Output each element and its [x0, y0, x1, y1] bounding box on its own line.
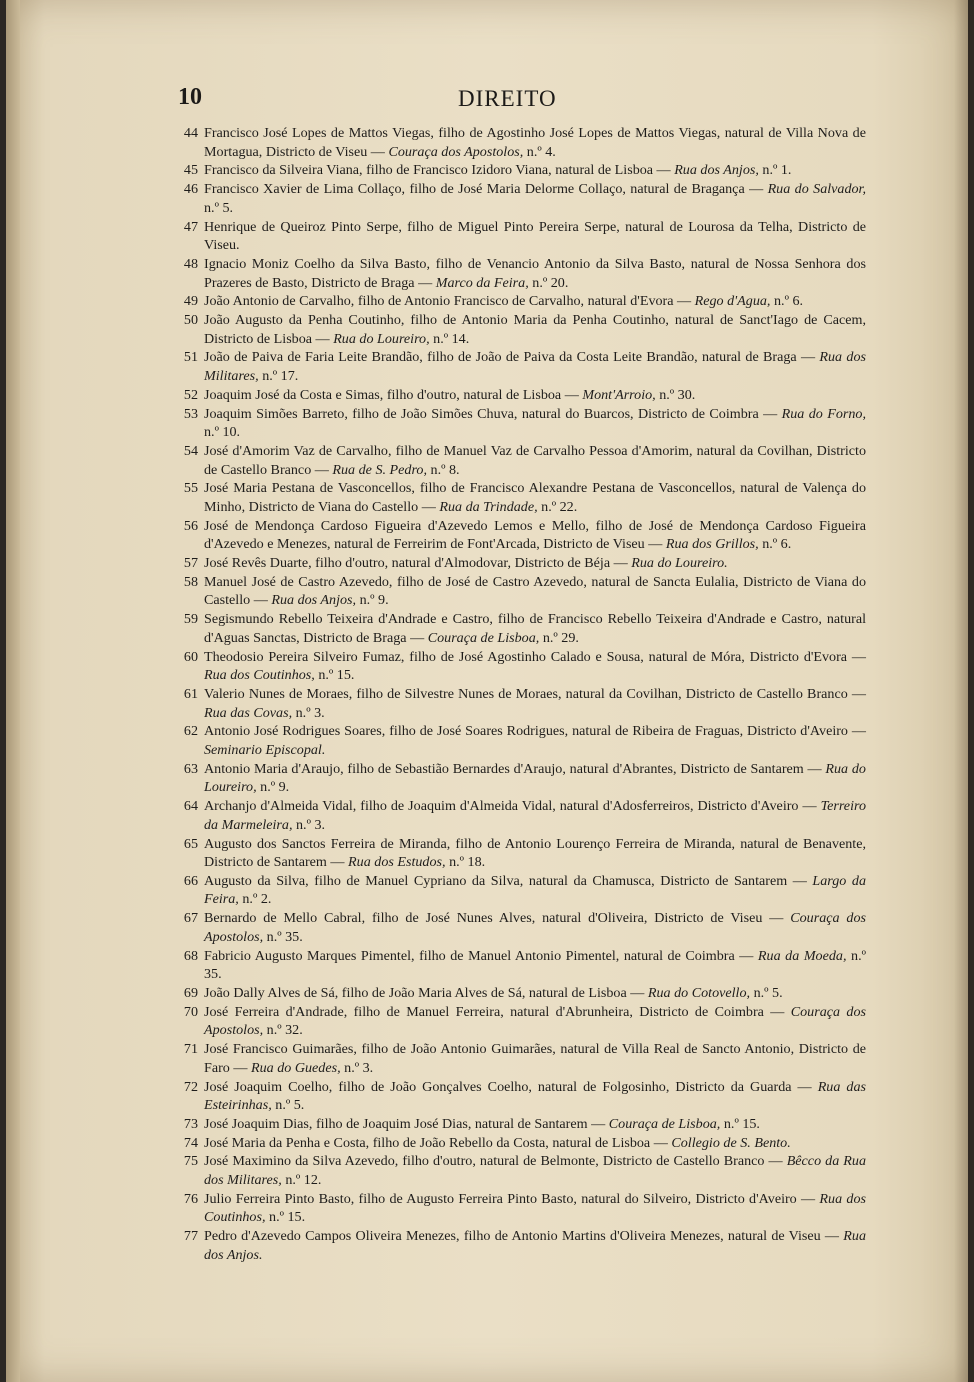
- entry-text: Theodosio Pereira Silveiro Fumaz, filho de José Agostinho Calado e Sousa, natural de Móra, Districto d'Evora —: [204, 648, 866, 665]
- entry-address: Rua do Forno,: [781, 405, 866, 422]
- entry-house-number: n.º 14.: [433, 330, 470, 347]
- entry-address: Marco da Feira,: [435, 274, 529, 291]
- entry-text: João Antonio de Carvalho, filho de Antonio Francisco de Carvalho, natural d'Evora —: [204, 293, 692, 310]
- entry-address: Couraça dos Apostolos,: [204, 1003, 866, 1039]
- entry-text: João de Paiva de Faria Leite Brandão, filho de João de Paiva da Costa Leite Brandão, natural de Braga —: [204, 349, 816, 366]
- entry-address: Mont'Arroio,: [582, 386, 656, 403]
- entry-house-number: n.º 4.: [526, 143, 556, 160]
- list-item: [174, 218, 866, 255]
- entry-text: Augusto da Silva, filho de Manuel Cypriano da Silva, natural da Chamusca, Districto de Santarem —: [204, 872, 807, 889]
- list-item: [174, 760, 866, 797]
- entry-text: Julio Ferreira Pinto Basto, filho de Augusto Ferreira Pinto Basto, natural do Silveiro, Districto d'Aveiro —: [204, 1190, 816, 1207]
- entry-address: Largo da Feira,: [204, 872, 866, 908]
- entry-text: Antonio José Rodrigues Soares, filho de José Soares Rodrigues, natural de Ribeira de Fraguas, Districto d'Aveiro —: [204, 723, 866, 740]
- entry-address: Bêcco da Rua dos Militares,: [204, 1153, 867, 1189]
- entry-text: José Joaquim Coelho, filho de João Gonçalves Coelho, natural de Folgosinho, Districto da Guarda —: [204, 1078, 812, 1095]
- entry-house-number: n.º 5.: [753, 985, 783, 1001]
- entry-address: Rua do Cotovello,: [647, 985, 751, 1001]
- entry-address: Terreiro da Marmeleira,: [204, 798, 866, 833]
- entry-house-number: n.º 15.: [318, 667, 355, 684]
- entry-number: 71: [183, 1041, 198, 1058]
- entry-address: Rua do Loureiro.: [631, 555, 728, 572]
- page-number: 10: [178, 84, 202, 110]
- list-item: [174, 311, 866, 348]
- entry-house-number: n.º 3.: [344, 1059, 374, 1076]
- list-item: [174, 517, 866, 554]
- running-title: DIREITO: [458, 86, 557, 111]
- entry-number: 68: [183, 947, 198, 964]
- entry-house-number: n.º 3.: [296, 816, 326, 833]
- list-item: [174, 161, 866, 180]
- entry-house-number: n.º 10.: [204, 424, 241, 441]
- list-item: [174, 722, 866, 759]
- entry-address: Rua dos Coutinhos,: [204, 667, 315, 684]
- entry-address: Rua dos Estudos,: [348, 854, 446, 871]
- entry-address: Rua das Covas,: [204, 704, 293, 721]
- entry-text: José de Mendonça Cardoso Figueira d'Azevedo Lemos e Mello, filho de José de Mendonça Cardoso Figueira d'Azevedo e Menezes, natural de Ferreirim de Font'Arcada, Districto de Viseu —: [204, 517, 866, 553]
- list-item: [174, 610, 866, 647]
- page-shadow: [954, 0, 974, 1382]
- list-item: [174, 255, 866, 292]
- entry-text: João Augusto da Penha Coutinho, filho de Antonio Maria da Penha Coutinho, natural de Sanct'Iago de Cacem, Districto de Lisboa —: [204, 312, 866, 347]
- list-item: [174, 1190, 866, 1227]
- entry-house-number: n.º 1.: [762, 162, 792, 179]
- entry-house-number: n.º 2.: [242, 891, 272, 908]
- entry-address: Rua dos Anjos,: [271, 592, 357, 609]
- list-item: [174, 797, 866, 834]
- entry-number: 46: [183, 181, 198, 198]
- entry-address: Rua das Esteirinhas,: [204, 1078, 866, 1114]
- list-item: [174, 1152, 866, 1189]
- entry-house-number: n.º 17.: [262, 368, 299, 385]
- entry-number: 67: [183, 910, 198, 927]
- entry-number: 58: [183, 573, 198, 590]
- entry-number: 59: [183, 611, 198, 628]
- entry-house-number: n.º 30.: [659, 386, 696, 403]
- list-item: [174, 1134, 866, 1153]
- list-item: [174, 442, 866, 479]
- list-item: [174, 348, 866, 385]
- entry-address: Rua da Moeda,: [757, 947, 847, 964]
- entry-number: 48: [183, 255, 198, 272]
- entry-address: Rua do Loureiro,: [204, 760, 866, 796]
- entry-house-number: n.º 35.: [204, 947, 866, 983]
- entry-house-number: n.º 9.: [260, 779, 290, 796]
- entry-address: Rua do Guedes,: [250, 1059, 341, 1076]
- entry-text: José Maximino da Silva Azevedo, filho d'outro, natural de Belmonte, Districto de Castello Branco —: [204, 1153, 783, 1170]
- entry-number: 44: [183, 125, 198, 141]
- list-item: [174, 1040, 866, 1077]
- entry-house-number: n.º 32.: [266, 1022, 303, 1039]
- entry-text: Henrique de Queiroz Pinto Serpe, filho de Miguel Pinto Pereira Serpe, natural de Lourosa da Telha, Districto de Viseu.: [204, 218, 866, 254]
- entry-text: Augusto dos Sanctos Ferreira de Miranda, filho de Antonio Lourenço Ferreira de Miranda, natural de Benavente, Districto de Santarem —: [204, 835, 866, 871]
- list-item: [174, 872, 866, 909]
- entry-number: 76: [183, 1190, 198, 1207]
- entry-number: 69: [183, 985, 198, 1001]
- entry-address: Rua da Trindade,: [439, 498, 538, 515]
- entry-text: Francisco da Silveira Viana, filho de Francisco Izidoro Viana, natural de Lisboa —: [204, 162, 671, 179]
- entry-house-number: n.º 18.: [449, 854, 486, 871]
- entry-address: Rua de S. Pedro,: [332, 461, 427, 478]
- entry-number: 45: [183, 162, 198, 179]
- entry-house-number: n.º 12.: [285, 1172, 322, 1189]
- list-item: [174, 180, 866, 217]
- list-item: [174, 554, 866, 573]
- entry-text: Francisco Xavier de Lima Collaço, filho de José Maria Delorme Collaço, natural de Bragança —: [204, 181, 764, 198]
- entry-number: 62: [183, 723, 198, 740]
- list-item: [174, 1115, 866, 1134]
- entry-number: 56: [183, 517, 198, 534]
- student-list: [174, 124, 866, 1265]
- entry-number: 50: [183, 312, 198, 329]
- entry-address: Rego d'Agua,: [694, 293, 771, 310]
- entry-number: 66: [183, 872, 198, 889]
- entry-address: Couraça dos Apostolos,: [204, 910, 866, 945]
- entry-text: José Ferreira d'Andrade, filho de Manuel Ferreira, natural d'Abrunheira, Districto de Coimbra —: [204, 1003, 785, 1020]
- list-item: [174, 386, 866, 405]
- list-item: [174, 835, 866, 872]
- list-item: [174, 947, 866, 984]
- entry-address: Rua dos Grillos,: [665, 536, 759, 553]
- entry-number: 52: [183, 386, 198, 403]
- entry-house-number: n.º 5.: [275, 1097, 305, 1114]
- entry-number: 55: [183, 480, 198, 497]
- entry-text: José Maria Pestana de Vasconcellos, filho de Francisco Alexandre Pestana de Vasconcellos, natural de Valença do Minho, Districto de Viana do Castello —: [204, 480, 866, 515]
- entry-number: 73: [183, 1115, 198, 1132]
- entry-text: Segismundo Rebello Teixeira d'Andrade e Castro, filho de Francisco Rebello Teixeira d'Andrade e Castro, natural d'Aguas Sanctas, Districto de Braga —: [204, 611, 866, 646]
- entry-number: 70: [183, 1003, 198, 1020]
- entry-text: Joaquim José da Costa e Simas, filho d'outro, natural de Lisboa —: [204, 386, 579, 403]
- list-item: [174, 573, 866, 610]
- list-item: [174, 685, 866, 722]
- entry-house-number: n.º 15.: [723, 1115, 760, 1132]
- entry-house-number: n.º 20.: [532, 274, 569, 291]
- entry-text: Antonio Maria d'Araujo, filho de Sebastião Bernardes d'Araujo, natural d'Abrantes, Districto de Santarem —: [204, 760, 822, 777]
- list-item: [174, 405, 866, 442]
- entry-number: 60: [183, 648, 198, 665]
- entry-number: 63: [183, 760, 198, 777]
- entry-house-number: n.º 6.: [762, 536, 792, 553]
- entry-house-number: n.º 8.: [430, 461, 460, 478]
- entry-number: 61: [183, 686, 198, 702]
- entry-house-number: n.º 9.: [359, 592, 389, 609]
- entry-house-number: n.º 15.: [269, 1209, 306, 1226]
- list-item: [174, 984, 866, 1003]
- entry-text: Ignacio Moniz Coelho da Silva Basto, filho de Venancio Antonio da Silva Basto, natural de Nossa Senhora dos Prazeres de Basto, Districto de Braga —: [204, 255, 866, 291]
- book-page: [6, 0, 968, 1382]
- entry-house-number: n.º 3.: [295, 704, 325, 721]
- entry-address: Rua dos Coutinhos,: [204, 1190, 866, 1226]
- page-header: [178, 84, 864, 118]
- list-item: [174, 1003, 866, 1040]
- list-item: [174, 1227, 866, 1264]
- entry-text: José Revês Duarte, filho d'outro, natural d'Almodovar, Districto de Béja —: [204, 555, 628, 572]
- entry-text: Francisco José Lopes de Mattos Viegas, filho de Agostinho José Lopes de Mattos Viegas, natural de Villa Nova de Mortagua, Districto de Viseu —: [204, 125, 866, 160]
- list-item: [174, 1078, 866, 1115]
- entry-address: Rua dos Anjos.: [204, 1228, 866, 1263]
- entry-text: José Joaquim Dias, filho de Joaquim José Dias, natural de Santarem —: [204, 1115, 606, 1132]
- entry-address: Rua dos Militares,: [204, 349, 867, 385]
- entry-number: 74: [183, 1134, 198, 1151]
- entry-text: José Maria da Penha e Costa, filho de João Rebello da Costa, natural de Lisboa —: [204, 1134, 668, 1151]
- entry-number: 65: [183, 835, 198, 852]
- entry-number: 49: [183, 293, 198, 310]
- entry-text: Archanjo d'Almeida Vidal, filho de Joaquim d'Almeida Vidal, natural d'Adosferreiros, Districto d'Aveiro —: [204, 798, 817, 815]
- entry-number: 64: [183, 798, 198, 815]
- list-item: [174, 909, 866, 946]
- entry-address: Couraça de Lisboa,: [427, 629, 540, 646]
- entry-house-number: n.º 29.: [542, 629, 579, 646]
- entry-text: Bernardo de Mello Cabral, filho de José Nunes Alves, natural d'Oliveira, Districto de Viseu —: [204, 910, 784, 927]
- entry-text: Valerio Nunes de Moraes, filho de Silvestre Nunes de Moraes, natural da Covilhan, Districto de Castello Branco —: [204, 686, 866, 702]
- entry-text: Manuel José de Castro Azevedo, filho de José de Castro Azevedo, natural de Sancta Eulalia, Districto de Viana do Castello —: [204, 573, 866, 609]
- entry-text: José d'Amorim Vaz de Carvalho, filho de Manuel Vaz de Carvalho Pessoa d'Amorim, natural da Covilhan, Districto de Castello Branco —: [204, 442, 866, 478]
- entry-number: 47: [183, 218, 198, 235]
- entry-address: Collegio de S. Bento.: [671, 1134, 791, 1151]
- entry-number: 72: [183, 1078, 198, 1095]
- entry-number: 57: [183, 555, 198, 572]
- entry-number: 77: [183, 1228, 198, 1245]
- entry-address: Rua do Loureiro,: [333, 330, 430, 347]
- entry-number: 75: [183, 1153, 198, 1170]
- list-item: [174, 648, 866, 685]
- entry-number: 51: [183, 349, 198, 366]
- entry-address: Seminario Episcopal.: [204, 741, 326, 758]
- entry-text: Joaquim Simões Barreto, filho de João Simões Chuva, natural do Buarcos, Districto de Coimbra —: [204, 405, 778, 422]
- entry-address: Couraça dos Apostolos,: [388, 143, 524, 160]
- list-item: [174, 124, 866, 161]
- list-item: [174, 479, 866, 516]
- entry-number: 54: [183, 442, 198, 459]
- entry-address: Rua dos Anjos,: [674, 162, 759, 179]
- entry-text: Pedro d'Azevedo Campos Oliveira Menezes, filho de Antonio Martins d'Oliveira Menezes, natural de Viseu —: [204, 1228, 840, 1245]
- entry-address: Rua do Salvador,: [767, 181, 866, 198]
- entry-text: Fabricio Augusto Marques Pimentel, filho de Manuel Antonio Pimentel, natural de Coimbra —: [204, 947, 754, 964]
- entry-house-number: n.º 6.: [774, 293, 804, 310]
- entry-house-number: n.º 5.: [204, 199, 234, 216]
- entry-address: Couraça de Lisboa,: [608, 1115, 721, 1132]
- entry-house-number: n.º 35.: [266, 928, 303, 945]
- entry-text: José Francisco Guimarães, filho de João Antonio Guimarães, natural de Villa Real de Sancto Antonio, Districto de Faro —: [204, 1041, 866, 1076]
- entry-house-number: n.º 22.: [541, 498, 578, 515]
- entry-text: João Dally Alves de Sá, filho de João Maria Alves de Sá, natural de Lisboa —: [204, 985, 645, 1001]
- page-binding-edge: [6, 0, 20, 1382]
- list-item: [174, 292, 866, 311]
- entry-number: 53: [183, 405, 198, 422]
